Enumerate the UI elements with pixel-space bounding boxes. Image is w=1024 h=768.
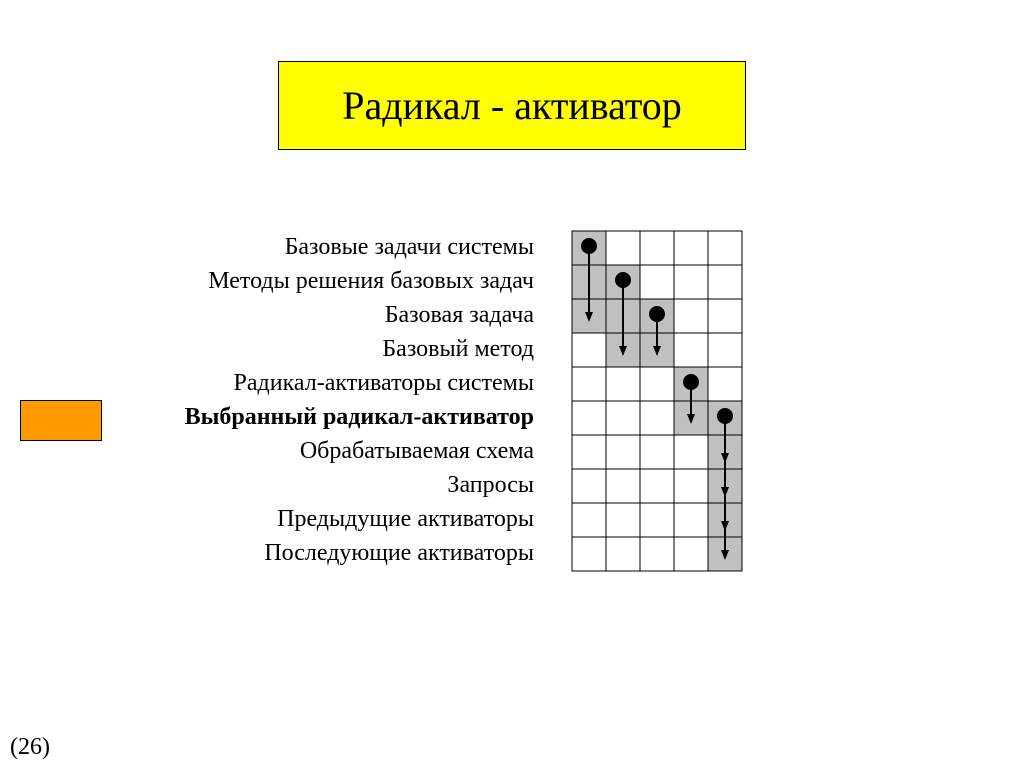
row-label: Запросы [447, 472, 534, 498]
grid-cell [572, 367, 606, 401]
node-dot [615, 272, 631, 288]
selected-row-marker [20, 400, 102, 441]
slide-title [278, 61, 746, 150]
row-label: Методы решения базовых задач [208, 268, 534, 294]
grid-cell [708, 231, 742, 265]
grid-cell [674, 299, 708, 333]
grid-cell [572, 469, 606, 503]
grid-cell [606, 537, 640, 571]
grid-cell [606, 469, 640, 503]
grid-cell [572, 333, 606, 367]
node-dot [581, 238, 597, 254]
grid-cell [674, 231, 708, 265]
node-dot [683, 374, 699, 390]
grid-cell [640, 367, 674, 401]
page-number: (26) [10, 734, 50, 760]
row-label: Базовая задача [384, 302, 534, 328]
grid-cell [674, 333, 708, 367]
row-label: Базовые задачи системы [284, 234, 534, 260]
grid-cell [640, 265, 674, 299]
grid-cell [572, 503, 606, 537]
grid-cell [640, 469, 674, 503]
node-dot [649, 306, 665, 322]
row-label: Выбранный радикал-активатор [184, 404, 534, 430]
grid-cell [640, 537, 674, 571]
grid-cell [640, 231, 674, 265]
row-label: Предыдущие активаторы [277, 506, 534, 532]
grid-cell [606, 435, 640, 469]
grid-cell [606, 503, 640, 537]
grid-cell [674, 537, 708, 571]
grid-cell [572, 537, 606, 571]
grid-cell [674, 265, 708, 299]
grid-cell [708, 367, 742, 401]
node-dot [717, 408, 733, 424]
row-label: Последующие активаторы [264, 540, 534, 566]
row-label: Обрабатываемая схема [299, 438, 534, 464]
grid-cell [606, 401, 640, 435]
grid-cell [572, 401, 606, 435]
grid-cell [572, 435, 606, 469]
grid-cell [708, 265, 742, 299]
row-label: Радикал-активаторы системы [233, 370, 534, 396]
activation-grid [571, 230, 745, 574]
grid-cell [708, 299, 742, 333]
grid-cell [674, 503, 708, 537]
grid-cell [640, 503, 674, 537]
grid-cell [640, 401, 674, 435]
grid-cell [708, 333, 742, 367]
grid-cell [640, 435, 674, 469]
grid-cell [674, 435, 708, 469]
grid-cell [606, 231, 640, 265]
slide-title-text: Радикал - активатор [342, 83, 682, 128]
row-label: Базовый метод [382, 336, 534, 362]
grid-cell [674, 469, 708, 503]
grid-cell [606, 367, 640, 401]
